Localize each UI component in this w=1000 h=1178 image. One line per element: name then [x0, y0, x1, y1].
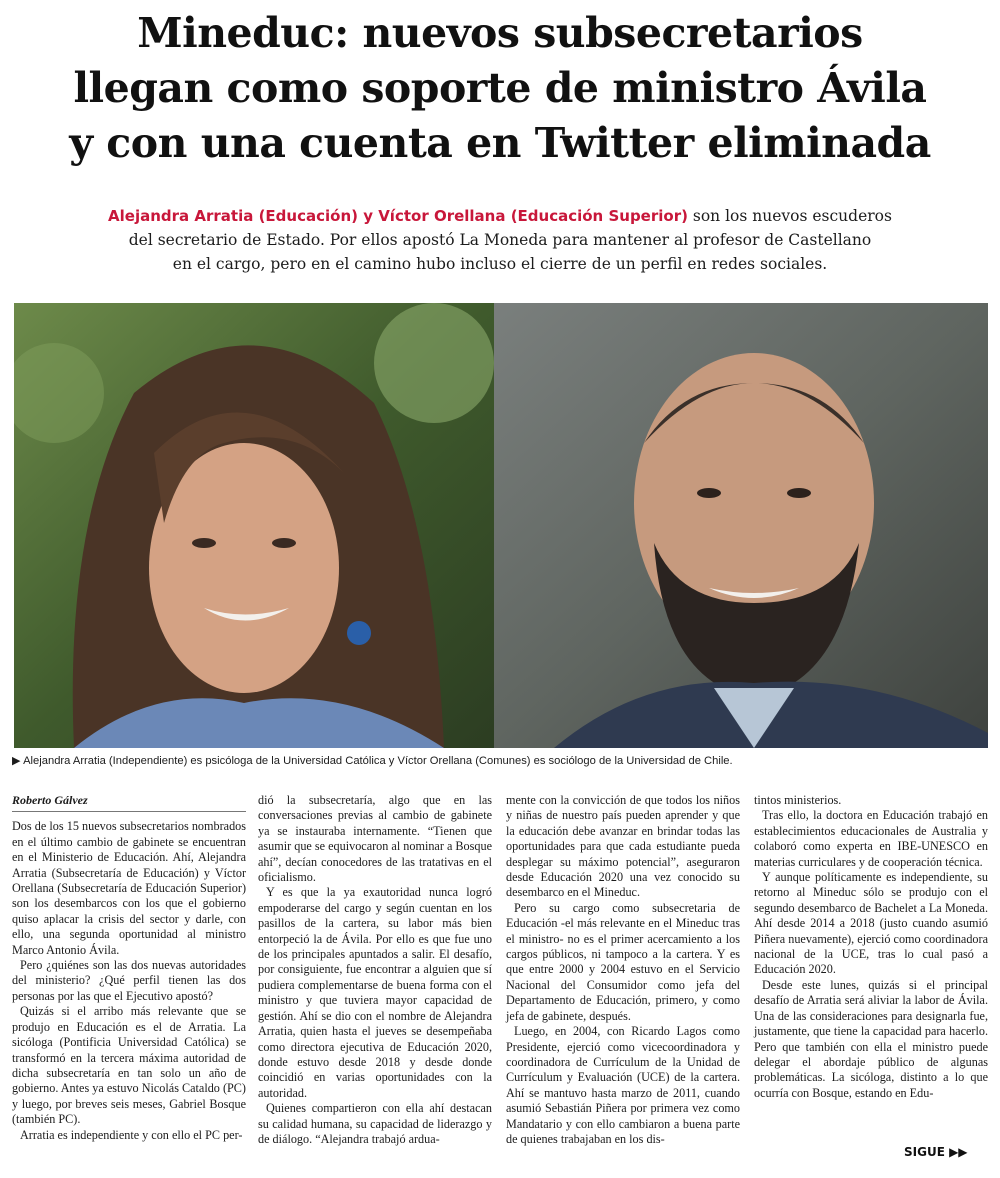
article-column-4	[754, 793, 988, 1101]
continue-link[interactable]: SIGUE ▶▶	[904, 1145, 968, 1159]
lede-highlight: Alejandra Arratia (Educación) y Víctor Orellana (Educación Superior)	[108, 207, 688, 225]
lede	[40, 204, 960, 276]
paragraph: mente con la convicción de que todos los niños y niñas de nuestro país pueden aprender y que la educación debe avanzar en brindar todas las oportunidades para que cada estudiante pueda desplegar su máximo potencial”, aseguraron desde Educación 2020 una vez conocido su desembarco en el Mineduc.	[506, 793, 740, 900]
headline	[0, 6, 1000, 171]
paragraph: dió la subsecretaría, algo que en las conversaciones previas al cambio de gabinete ya se instauraba internamente. “Tienen que asumir que se equivocaron al nominar a Bosque ahí”, decían conocedores de las tratativas en el oficialismo.	[258, 793, 492, 885]
paragraph: Luego, en 2004, con Ricardo Lagos como Presidente, ejerció como vicecoordinadora y coordinadora de Currículum de la Unidad de Currículum y Evaluación (UCE) de la cartera. Ahí se mantuvo hasta marzo de 2011, cuando asumió Sebastián Piñera por primera vez como Mandatario y con ello cambiaron a buena parte de quienes trabajaban en los dis-	[506, 1024, 740, 1146]
paragraph: Desde este lunes, quizás si el principal desafío de Arratia será aliviar la labor de Ávila. Una de las consideraciones para designarla fue, justamente, que tiene la capacidad para hacerlo. Pero que también con ella el ministro puede delegar el abordaje público de algunas problemáticas. La sicóloga, distinto a lo que ocurría con Bosque, estando en Edu-	[754, 977, 988, 1100]
article-column-3	[506, 793, 740, 1147]
paragraph: Quienes compartieron con ella ahí destacan su calidad humana, su capacidad de liderazgo y de diálogo. “Alejandra trabajó ardua-	[258, 1101, 492, 1146]
article-column-2	[258, 793, 492, 1147]
lede-line-3: en el cargo, pero en el camino hubo incluso el cierre de un perfil en redes sociales.	[172, 255, 828, 273]
paragraph: Tras ello, la doctora en Educación trabajó en establecimientos educacionales de Australia y colaboró como experta en IBE-UNESCO en materias curriculares y de cooperación técnica.	[754, 808, 988, 869]
paragraph: tintos ministerios.	[754, 793, 842, 807]
headline-line-2: llegan como soporte de ministro Ávila	[73, 64, 927, 112]
lede-line-1-rest: son los nuevos escuderos	[687, 207, 892, 225]
paragraph: Dos de los 15 nuevos subsecretarios nombrados en el último cambio de gabinete se encuentran en el Ministerio de Educación. Ahí, Alejandra Arratia (Subsecretaría de Educación) y Víctor Orellana (Subsecretaría de Educación Superior) son los desembarcos con los que el gobierno quiso aplacar la crisis del sector y darle, con ello, una segunda oportunidad al ministro Marco Antonio Ávila.	[12, 819, 246, 957]
photo-arratia	[14, 303, 494, 748]
photo-orellana	[494, 303, 988, 748]
headline-line-3: y con una cuenta en Twitter eliminada	[69, 119, 931, 167]
photo-caption	[12, 754, 988, 767]
article-column-1	[12, 793, 246, 1143]
lede-line-1	[40, 204, 960, 228]
caption-marker-icon: ▶	[12, 755, 21, 767]
paragraph: Arratia es independiente y con ello el PC per-	[20, 1127, 243, 1142]
paragraph: Pero su cargo como subsecretaria de Educación -el más relevante en el Mineduc tras el ministro- no es el primer acercamiento a los cargos públicos, ni tampoco a la cartera. Y es que entre 2000 y 2004 estuvo en el Servicio Nacional del Consumidor como jefa del Departamento de Educación, primero, y como jefa de gabinete, después.	[506, 900, 740, 1023]
headline-line-1: Mineduc: nuevos subsecretarios	[137, 9, 863, 57]
lede-line-2: del secretario de Estado. Por ellos apostó La Moneda para mantener al profesor de Castellano	[128, 231, 872, 249]
byline: Roberto Gálvez	[12, 793, 246, 812]
paragraph: Y es que la ya exautoridad nunca logró empoderarse del cargo y según cuentan en los pasillos de la cartera, su labor más bien entorpeció la de Ávila. Por ello es que fue uno de los principales apuntados a salir. El desafío, por consiguiente, fue encontrar a alguien que sí pudiera complementarse de buena forma con el ministro y que tuviera mayor capacidad de gestión. Ahí se dio con el nombre de Alejandra Arratia, quien hasta el jueves se desempeñaba como directora ejecutiva de Educación 2020, donde estuvo desde 2018 y desde donde coincidió en varias oportunidades con la autoridad.	[258, 885, 492, 1100]
paragraph: Y aunque políticamente es independiente, su retorno al Mineduc sólo se produjo con el segundo desembarco de Bachelet a La Moneda. Ahí desde 2014 a 2018 (justo cuando asumió Piñera nuevamente), ejerció como coordinadora nacional de la UCE, tras lo cual pasó a Educación 2020.	[754, 870, 988, 977]
caption-text: Alejandra Arratia (Independiente) es psicóloga de la Universidad Católica y Víctor Orellana (Comunes) es sociólogo de la Universidad de Chile.	[20, 755, 733, 767]
paragraph: Pero ¿quiénes son las dos nuevas autoridades del ministerio? ¿Qué perfil tienen las dos personas por las que el Ejecutivo apostó?	[12, 958, 246, 1003]
paragraph: Quizás si el arribo más relevante que se produjo en Educación es el de Arratia. La sicóloga (Pontificia Universidad Católica) se transformó en la tercera máxima autoridad de dicha subsecretaría en tan solo un año de gobierno. Antes ya estuvo Nicolás Cataldo (PC) y luego, por breves seis meses, Gabriel Bosque (también PC).	[12, 1004, 246, 1127]
